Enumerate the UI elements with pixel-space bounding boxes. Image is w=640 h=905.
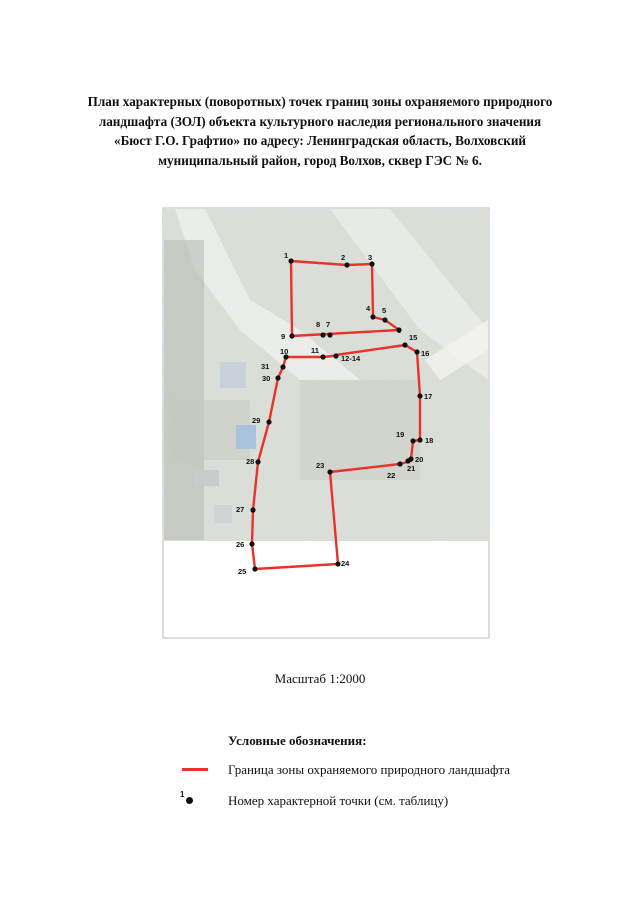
point-marker-15: [402, 342, 407, 347]
title-line-1: План характерных (поворотных) точек границ зоны охраняемого природного: [87, 94, 553, 109]
point-label-24: 24: [341, 559, 350, 568]
point-marker-30: [275, 375, 280, 380]
point-label-6: 6: [397, 326, 402, 335]
point-label-5: 5: [382, 306, 387, 315]
point-label-27: 27: [236, 505, 245, 514]
point-label-19: 19: [396, 430, 405, 439]
point-label-12-14: 12-14: [341, 354, 361, 363]
point-label-15: 15: [409, 333, 418, 342]
point-label-21: 21: [407, 464, 416, 473]
point-marker-12-14: [333, 353, 338, 358]
point-marker-31: [280, 364, 285, 369]
point-label-30: 30: [262, 374, 271, 383]
point-label-17: 17: [424, 392, 433, 401]
point-label-22: 22: [387, 471, 396, 480]
point-marker-24: [335, 561, 340, 566]
point-marker-28: [255, 459, 260, 464]
point-marker-26: [249, 541, 254, 546]
point-marker-17: [417, 393, 422, 398]
aerial-photo: [164, 209, 488, 541]
legend-title: Условные обозначения:: [228, 733, 367, 748]
point-label-26: 26: [236, 540, 245, 549]
title-line-3: «Бюст Г.О. Графтио» по адресу: Ленинградская область, Волховский: [113, 133, 527, 148]
point-marker-4: [370, 314, 375, 319]
point-label-31: 31: [261, 362, 270, 371]
point-label-9: 9: [281, 332, 286, 341]
legend-point-dot: [186, 797, 193, 804]
point-marker-5: [382, 317, 387, 322]
point-label-18: 18: [425, 436, 434, 445]
point-label-11: 11: [311, 346, 319, 355]
point-marker-8: [320, 332, 325, 337]
title-line-4: муниципальный район, город Волхов, сквер ГЭС № 6.: [158, 152, 482, 168]
point-label-23: 23: [316, 461, 325, 470]
legend-boundary-swatch: [182, 768, 208, 771]
point-label-25: 25: [238, 567, 247, 576]
point-marker-11: [320, 354, 325, 359]
point-label-29: 29: [252, 416, 261, 425]
point-label-16: 16: [421, 349, 430, 358]
point-label-20: 20: [415, 455, 424, 464]
point-label-3: 3: [368, 253, 373, 262]
point-marker-29: [266, 419, 271, 424]
legend-point-label: Номер характерной точки (см. таблицу): [228, 793, 449, 808]
point-marker-19: [410, 438, 415, 443]
point-marker-21: [405, 458, 410, 463]
point-label-4: 4: [366, 304, 371, 313]
point-marker-25: [252, 566, 257, 571]
point-label-1: 1: [284, 251, 289, 260]
point-marker-27: [250, 507, 255, 512]
point-marker-2: [344, 262, 349, 267]
point-marker-9: [289, 333, 294, 338]
point-label-2: 2: [341, 253, 346, 262]
point-marker-23: [327, 469, 332, 474]
point-marker-18: [417, 437, 422, 442]
legend-point-number: 1: [180, 790, 185, 799]
legend-boundary-label: Граница зоны охраняемого природного ландшафта: [228, 762, 511, 777]
point-marker-22: [397, 461, 402, 466]
point-label-28: 28: [246, 457, 255, 466]
point-marker-3: [369, 261, 374, 266]
point-marker-16: [414, 349, 419, 354]
title-line-2: ландшафта (ЗОЛ) объекта культурного наследия регионального значения: [98, 113, 542, 129]
point-label-10: 10: [280, 347, 289, 356]
point-marker-1: [288, 258, 293, 263]
point-label-7: 7: [326, 320, 331, 329]
map-scale: Масштаб 1:2000: [274, 671, 366, 686]
point-label-8: 8: [316, 320, 321, 329]
point-marker-7: [327, 332, 332, 337]
